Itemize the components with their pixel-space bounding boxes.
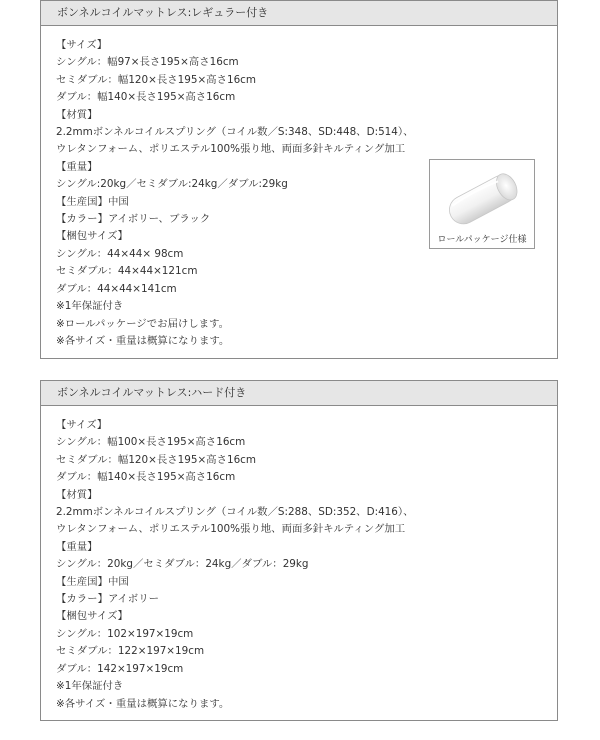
spec-line: ※各サイズ・重量は概算になります。 <box>56 697 230 710</box>
panel-title: ボンネルコイルマットレス:ハード付き <box>41 381 557 406</box>
spec-line: セミダブル：44×44×121cm <box>56 265 198 278</box>
spec-line: シングル：幅97×長さ195×高さ16cm <box>56 56 239 69</box>
spec-line: シングル：幅100×長さ195×高さ16cm <box>56 436 246 449</box>
image-caption: ロールパッケージ仕様 <box>437 235 527 245</box>
spec-line: 【材質】 <box>56 108 98 121</box>
spec-line: ダブル：幅140×長さ195×高さ16cm <box>56 91 236 104</box>
spec-list <box>41 406 557 713</box>
spec-line: ダブル：幅140×長さ195×高さ16cm <box>56 471 236 484</box>
spec-line: 【サイズ】 <box>56 419 108 431</box>
rolled-mattress-illustration <box>433 164 531 232</box>
spec-panel-regular <box>40 0 558 359</box>
spec-line: 【梱包サイズ】 <box>56 230 128 243</box>
spec-line: 【生産国】中国 <box>56 195 129 208</box>
spec-line: 【サイズ】 <box>56 39 108 51</box>
spec-line: ウレタンフォーム、ポリエステル100%張り地、両面多針キルティング加工 <box>56 143 406 156</box>
spec-line: 【重量】 <box>56 160 98 173</box>
spec-line: シングル：102×197×19cm <box>56 627 194 640</box>
spec-line: 2.2mmボンネルコイルスプリング（コイル数／S:288、SD:352、D:416）、 <box>56 506 414 519</box>
spec-line: シングル：20kg／セミダブル：24kg／ダブル：29kg <box>56 558 309 571</box>
spec-line: 2.2mmボンネルコイルスプリング（コイル数／S:348、SD:448、D:514）、 <box>56 126 414 139</box>
spec-line: ※1年保証付き <box>56 300 124 313</box>
spec-line: 【生産国】中国 <box>56 575 129 588</box>
spec-line: 【材質】 <box>56 488 98 501</box>
spec-line: ※1年保証付き <box>56 680 124 693</box>
spec-line: ※ロールパッケージでお届けします。 <box>56 317 229 330</box>
panel-title: ボンネルコイルマットレス:レギュラー付き <box>41 1 557 26</box>
roll-package-image <box>429 159 535 249</box>
spec-line: 【梱包サイズ】 <box>56 610 128 623</box>
spec-line: シングル:20kg／セミダブル:24kg／ダブル:29kg <box>56 178 288 191</box>
spec-line: セミダブル：122×197×19cm <box>56 645 205 658</box>
spec-line: ※各サイズ・重量は概算になります。 <box>56 334 230 347</box>
spec-line: 【カラー】アイボリー、ブラック <box>56 213 211 226</box>
spec-line: セミダブル：幅120×長さ195×高さ16cm <box>56 73 257 86</box>
spec-line: 【カラー】アイボリー <box>56 593 159 606</box>
spec-line: ダブル：44×44×141cm <box>56 282 177 295</box>
spec-line: セミダブル：幅120×長さ195×高さ16cm <box>56 453 257 466</box>
spec-line: 【重量】 <box>56 540 98 553</box>
spec-line: ウレタンフォーム、ポリエステル100%張り地、両面多針キルティング加工 <box>56 523 406 536</box>
spec-line: ダブル：142×197×19cm <box>56 662 184 675</box>
spec-line: シングル：44×44× 98cm <box>56 247 184 260</box>
spec-panel-hard <box>40 380 558 721</box>
